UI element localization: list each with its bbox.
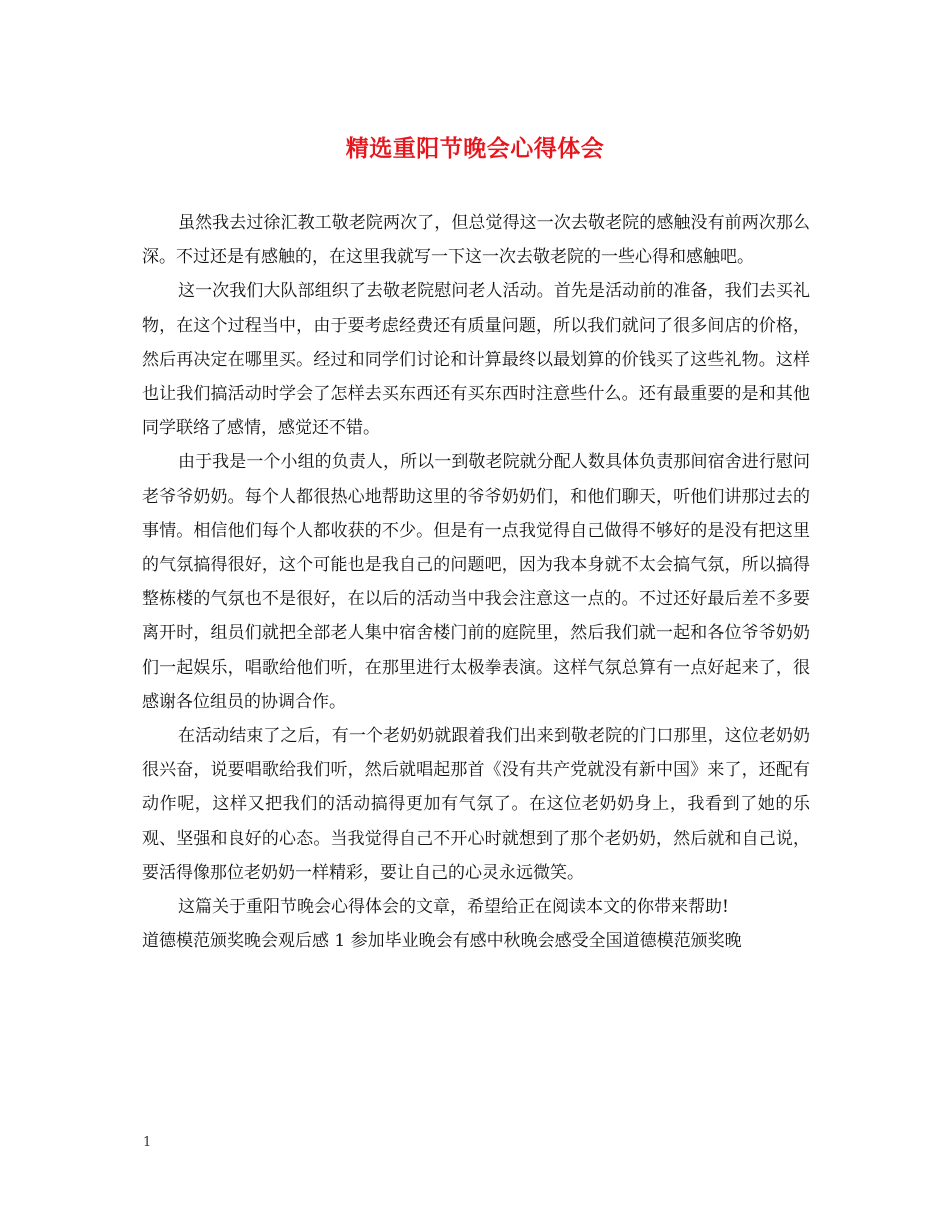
related-links-line: 道德模范颁奖晚会观后感 1 参加毕业晚会有感中秋晚会感受全国道德模范颁奖晚 [142, 931, 742, 952]
paragraph-3: 由于我是一个小组的负责人，所以一到敬老院就分配人数具体负责那间宿舍进行慰问老爷爷奶奶。每个人都很热心地帮助这里的爷爷奶奶们，和他们聊天，听他们讲那过去的事情。相信他们每个人都收获的不少。但是有一点我觉得自己做得不够好的是没有把这里的气氛搞得很好，这个可能也是我自己的问题吧，因为我本身就不太会搞气氛，所以搞得整栋楼的气氛也不是很好，在以后的活动当中我会注意这一点的。不过还好最后差不多要离开时，组员们就把全部老人集中宿舍楼门前的庭院里，然后我们就一起和各位爷爷奶奶们一起娱乐，唱歌给他们听，在那里进行太极拳表演。这样气氛总算有一点好起来了，很感谢各位组员的协调合作。 [142, 452, 810, 712]
paragraph-1: 虽然我去过徐汇教工敬老院两次了，但总觉得这一次去敬老院的感触没有前两次那么深。不过还是有感触的，在这里我就写一下这一次去敬老院的一些心得和感触吧。 [142, 213, 810, 268]
paragraph-2: 这一次我们大队部组织了去敬老院慰问老人活动。首先是活动前的准备，我们去买礼物，在这个过程当中，由于要考虑经费还有质量问题，所以我们就问了很多间店的价格，然后再决定在哪里买。经过和同学们讨论和计算最终以最划算的价钱买了这些礼物。这样也让我们搞活动时学会了怎样去买东西还有买东西时注意些什么。还有最重要的是和其他同学联络了感情，感觉还不错。 [142, 281, 810, 439]
paragraph-5: 这篇关于重阳节晚会心得体会的文章，希望给正在阅读本文的你带来帮助! [178, 897, 729, 918]
paragraph-4: 在活动结束了之后，有一个老奶奶就跟着我们出来到敬老院的门口那里，这位老奶奶很兴奋，说要唱歌给我们听，然后就唱起那首《没有共产党就没有新中国》来了，还配有动作呢，这样又把我们的活动搞得更加有气氛了。在这位老奶奶身上，我看到了她的乐观、坚强和良好的心态。当我觉得自己不开心时就想到了那个老奶奶，然后就和自己说，要活得像那位老奶奶一样精彩，要让自己的心灵永远微笑。 [142, 726, 810, 883]
document-title: 精选重阳节晚会心得体会 [345, 135, 605, 162]
document-body [142, 206, 810, 958]
page-number: 1 [143, 1135, 152, 1150]
